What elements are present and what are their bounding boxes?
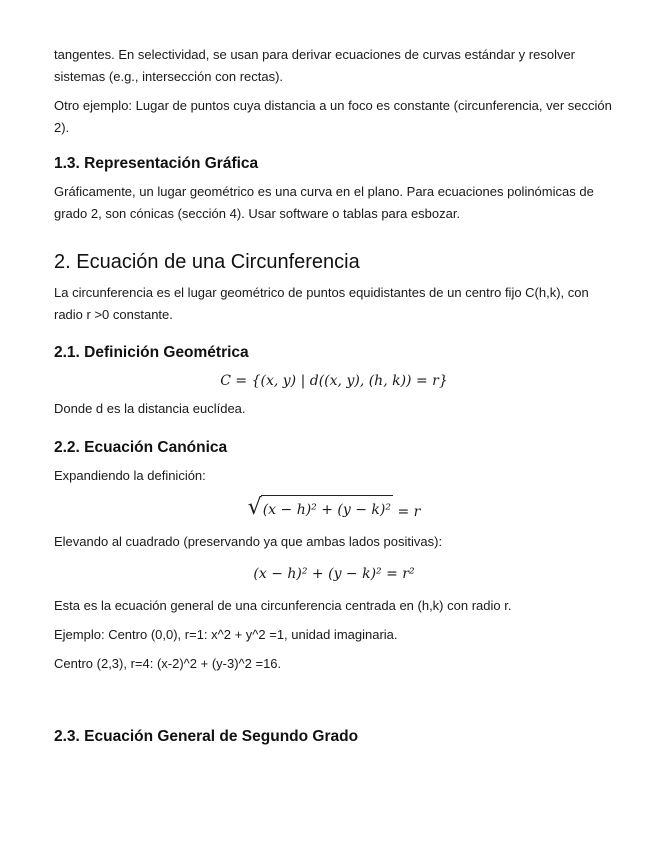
formula-definition: C = {(x, y) | d((x, y), (h, k)) = r} [220,373,448,389]
paragraph-1-3: Gráficamente, un lugar geométrico es una curva en el plano. Para ecuaciones polinómicas de grado 2, son cónicas (sección 4). Usar software o tablas para esbozar. [54,184,594,221]
paragraph-example-1: Ejemplo: Centro (0,0), r=1: x^2 + y^2 =1, unidad imaginaria. [54,627,398,642]
paragraph-2-1-note: Donde d es la distancia euclídea. [54,401,246,416]
paragraph-general-note: Esta es la ecuación general de una circunferencia centrada en (h,k) con radio r. [54,598,512,613]
heading-2: 2. Ecuación de una Circunferencia [54,251,360,273]
sqrt-rhs: = r [397,504,421,520]
heading-1-3: 1.3. Representación Gráfica [54,155,259,172]
sqrt-expression [248,495,393,521]
paragraph-2-2-intro: Expandiendo la definición: [54,468,206,483]
formula-canonical: (x − h)² + (y − k)² = r² [253,566,415,582]
document-page [54,44,614,748]
sqrt-radicand: (x − h)² + (y − k)² [261,495,393,521]
formula-sqrt [54,495,614,523]
sqrt-symbol: √ [247,495,262,520]
intro-paragraph-1: tangentes. En selectividad, se usan para derivar ecuaciones de curvas estándar y resolver sistemas (e.g., intersección con rectas). [54,47,576,84]
intro-paragraph-2: Otro ejemplo: Lugar de puntos cuya distancia a un foco es constante (circunferencia, ver sección 2). [54,98,612,135]
paragraph-example-2: Centro (2,3), r=4: (x-2)^2 + (y-3)^2 =16. [54,656,282,671]
heading-2-2: 2.2. Ecuación Canónica [54,439,228,456]
paragraph-squaring-note: Elevando al cuadrado (preservando ya que ambas lados positivas): [54,534,443,549]
heading-2-3: 2.3. Ecuación General de Segundo Grado [54,728,359,745]
heading-2-1: 2.1. Definición Geométrica [54,344,249,361]
paragraph-2: La circunferencia es el lugar geométrico de puntos equidistantes de un centro fijo C(h,k), con radio r >0 constante. [54,285,589,322]
